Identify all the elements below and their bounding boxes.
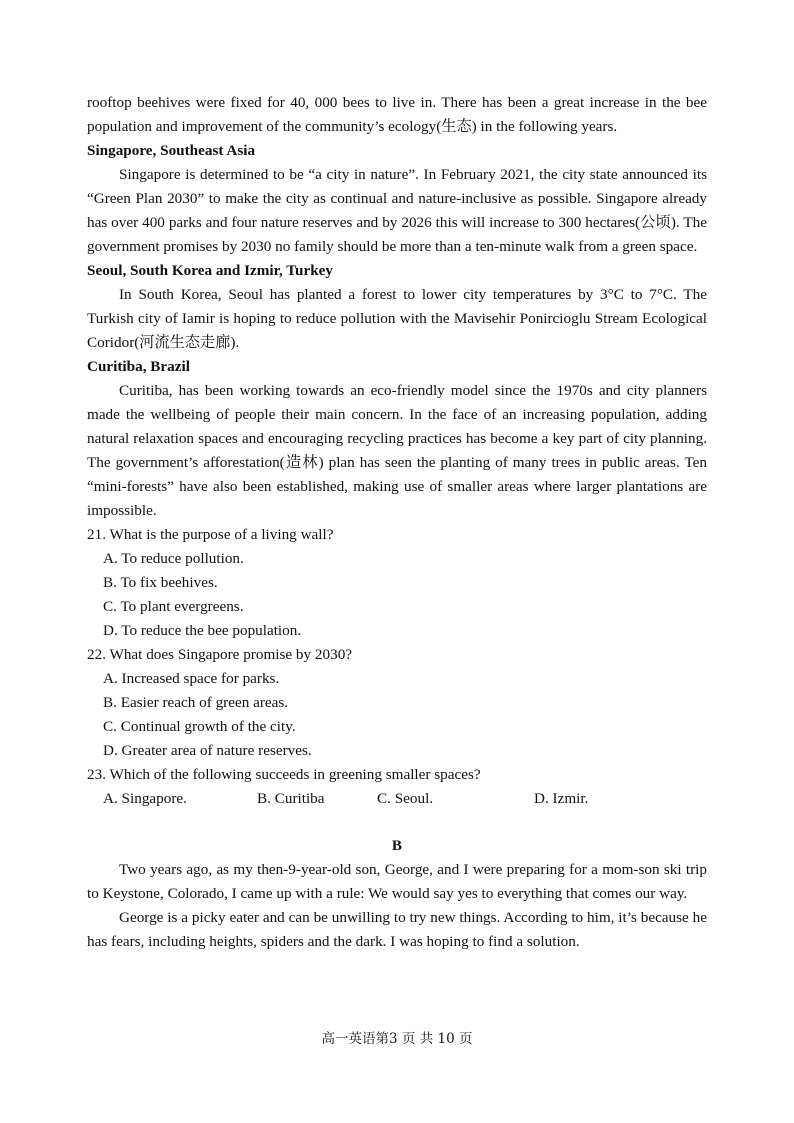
passage-b-paragraph-2: George is a picky eater and can be unwilling to try new things. According to him, it’s because he has fears, including heights, spiders and the dark. I was hoping to find a solution. bbox=[87, 909, 707, 950]
question-22: 22. What does Singapore promise by 2030? bbox=[87, 646, 353, 663]
question-23: 23. Which of the following succeeds in greening smaller spaces? bbox=[87, 766, 481, 783]
section-heading-curitiba: Curitiba, Brazil bbox=[87, 358, 190, 375]
option-21a: A. To reduce pollution. bbox=[103, 550, 244, 567]
option-21c: C. To plant evergreens. bbox=[103, 598, 244, 615]
option-22c: C. Continual growth of the city. bbox=[103, 718, 296, 735]
option-21d: D. To reduce the bee population. bbox=[103, 622, 302, 639]
option-23c: C. Seoul. bbox=[377, 790, 434, 807]
option-23a: A. Singapore. bbox=[103, 790, 187, 807]
question-21: 21. What is the purpose of a living wall? bbox=[87, 526, 334, 543]
option-23d: D. Izmir. bbox=[534, 790, 589, 807]
option-22a: A. Increased space for parks. bbox=[103, 670, 280, 687]
section-heading-singapore: Singapore, Southeast Asia bbox=[87, 142, 256, 159]
section-b-letter: B bbox=[391, 837, 403, 854]
document-body bbox=[87, 91, 707, 954]
option-22d: D. Greater area of nature reserves. bbox=[103, 742, 312, 759]
page-footer: 高一英语第3 页 共 10 页 bbox=[321, 1031, 473, 1047]
options-23-row bbox=[87, 787, 707, 811]
passage-paragraph-curitiba: Curitiba, has been working towards an eco-friendly model since the 1970s and city planners made the wellbeing of people their main concern. In the face of an increasing population, adding natural relaxation spaces and encouraging recycling practices has become a key part of city planning. The government’s afforestation(造林) plan has seen the planting of many trees in public areas. Ten “mini-forests” have also been established, making use of smaller areas where larger plantations are impossible. bbox=[87, 382, 707, 519]
option-22b: B. Easier reach of green areas. bbox=[103, 694, 289, 711]
passage-paragraph-singapore: Singapore is determined to be “a city in nature”. In February 2021, the city state announced its “Green Plan 2030” to make the city as continual and nature-inclusive as possible. Singapore already has over 400 parks and four nature reserves and by 2026 this will increase to 300 hectares(公顷). The government promises by 2030 no family should be more than a ten-minute walk from a green space. bbox=[87, 166, 707, 255]
passage-paragraph-seoul: In South Korea, Seoul has planted a forest to lower city temperatures by 3°C to 7°C. The Turkish city of Iamir is hoping to reduce pollution with the Mavisehir Ponircioglu Stream Ecological Coridor(河流生态走廊). bbox=[87, 286, 707, 351]
passage-b-paragraph-1: Two years ago, as my then-9-year-old son, George, and I were preparing for a mom-son ski trip to Keystone, Colorado, I came up with a rule: We would say yes to everything that comes our way. bbox=[87, 861, 707, 902]
section-heading-seoul: Seoul, South Korea and Izmir, Turkey bbox=[87, 262, 334, 279]
option-23b: B. Curitiba bbox=[257, 790, 325, 807]
option-21b: B. To fix beehives. bbox=[103, 574, 218, 591]
passage-paragraph-continued: rooftop beehives were fixed for 40, 000 bees to live in. There has been a great increase in the bee population and improvement of the community’s ecology(生态) in the following years. bbox=[87, 94, 707, 135]
